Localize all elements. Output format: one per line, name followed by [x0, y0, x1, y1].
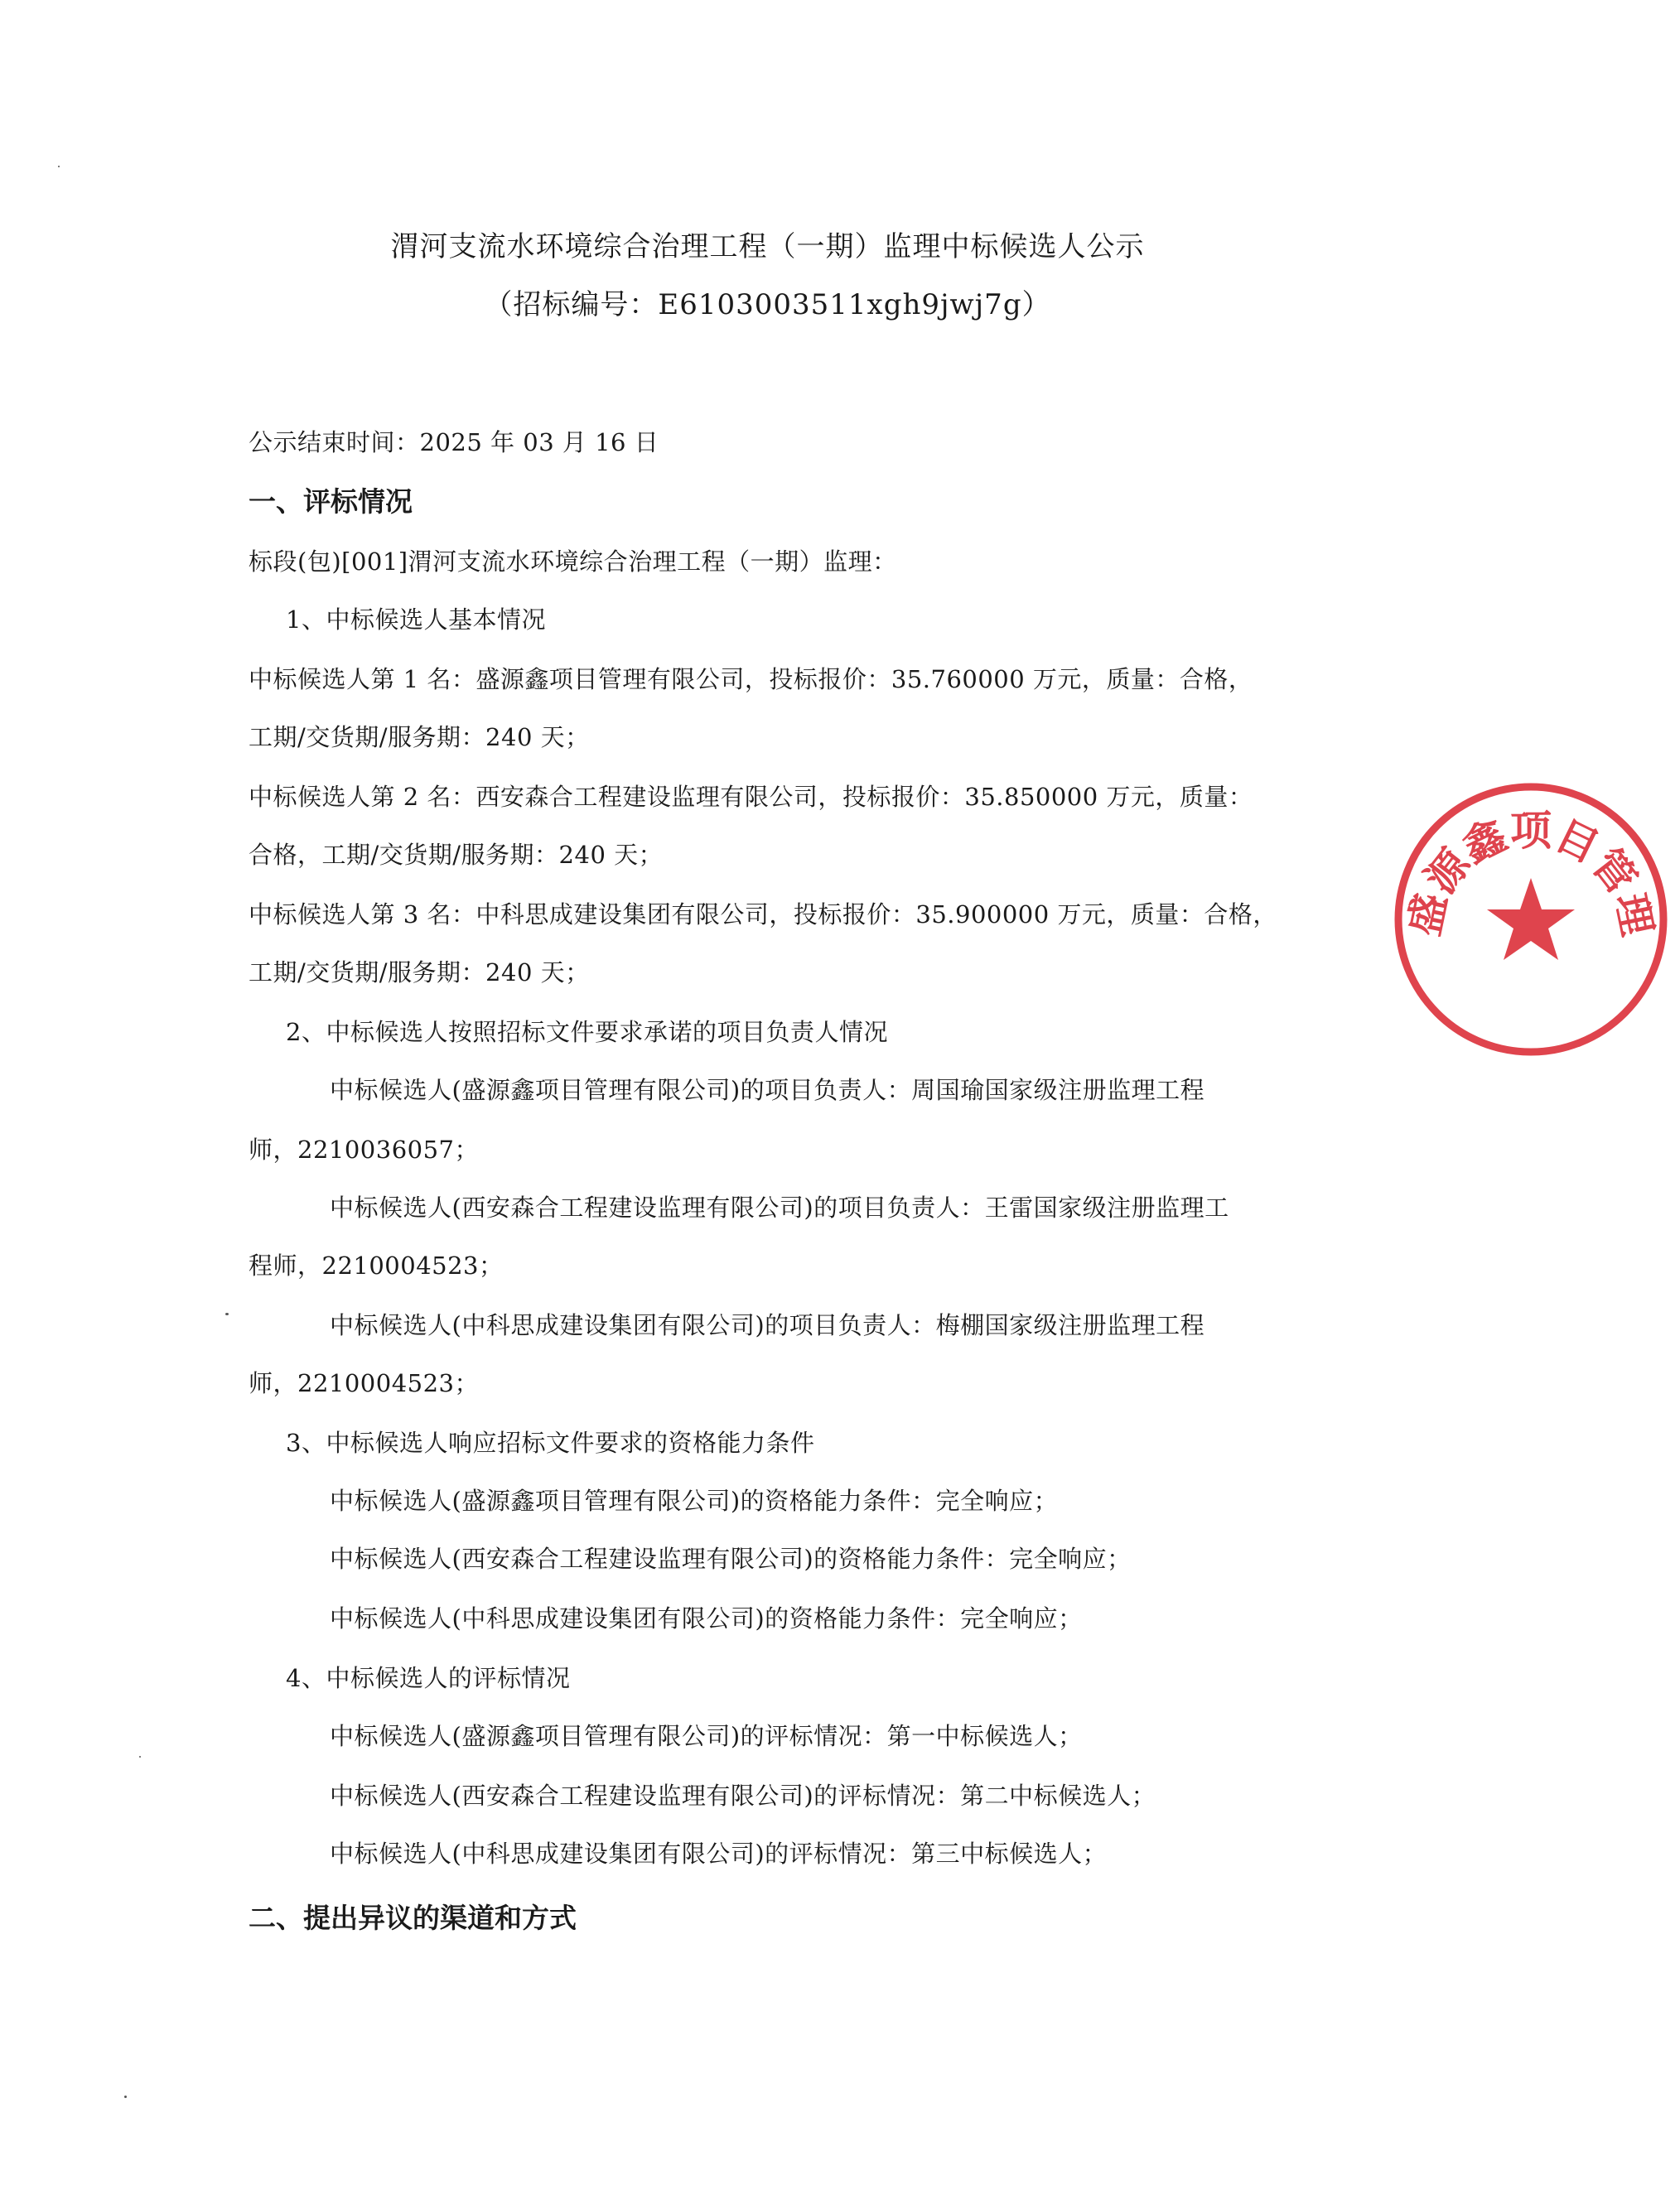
seal-text: 盛源鑫项目管理 [1400, 807, 1662, 940]
scan-speck [225, 1313, 229, 1315]
eval1: 中标候选人(盛源鑫项目管理有限公司)的评标情况：第一中标候选人； [330, 1722, 1083, 1750]
scan-speck [124, 2096, 127, 2098]
section1-heading: 一、评标情况 [249, 485, 413, 518]
pm2-line2: 程师，2210004523； [249, 1252, 504, 1280]
pm1-line1: 中标候选人(盛源鑫项目管理有限公司)的项目负责人：周国瑜国家级注册监理工程 [330, 1076, 1205, 1104]
candidate3-line1: 中标候选人第 3 名：中科思成建设集团有限公司，投标报价：35.900000 万元，质量：合格， [249, 900, 1277, 929]
pm3-line1: 中标候选人(中科思成建设集团有限公司)的项目负责人：梅棚国家级注册监理工程 [330, 1311, 1205, 1339]
document-title: 渭河支流水环境综合治理工程（一期）监理中标候选人公示 [390, 230, 1145, 263]
company-seal [1382, 770, 1680, 1068]
candidate2-line1: 中标候选人第 2 名：西安森合工程建设监理有限公司，投标报价：35.850000 万元，质量： [249, 783, 1253, 811]
candidate1-line1: 中标候选人第 1 名：盛源鑫项目管理有限公司，投标报价：35.760000 万元，质量：合格， [249, 665, 1253, 693]
section2-heading: 二、提出异议的渠道和方式 [249, 1902, 577, 1934]
candidate3-line2: 工期/交货期/服务期：240 天； [249, 958, 590, 986]
scan-speck [139, 1756, 141, 1758]
candidate2-line2: 合格，工期/交货期/服务期：240 天； [249, 841, 664, 869]
sub3-title: 3、中标候选人响应招标文件要求的资格能力条件 [286, 1429, 815, 1457]
sub1-title: 1、中标候选人基本情况 [286, 605, 546, 634]
candidate1-line2: 工期/交货期/服务期：240 天； [249, 723, 590, 751]
pm3-line2: 师，2210004523； [249, 1369, 480, 1397]
pm1-line2: 师，2210036057； [249, 1136, 480, 1164]
scan-speck [58, 166, 60, 167]
qual3: 中标候选人(中科思成建设集团有限公司)的资格能力条件：完全响应； [330, 1604, 1083, 1633]
eval3: 中标候选人(中科思成建设集团有限公司)的评标情况：第三中标候选人； [330, 1840, 1108, 1868]
pm2-line1: 中标候选人(西安森合工程建设监理有限公司)的项目负责人：王雷国家级注册监理工 [330, 1194, 1229, 1222]
end-time: 公示结束时间：2025 年 03 月 16 日 [249, 428, 659, 456]
eval2: 中标候选人(西安森合工程建设监理有限公司)的评标情况：第二中标候选人； [330, 1782, 1156, 1810]
seal-star-icon [1487, 878, 1575, 960]
bid-number: （招标编号：E6103003511xgh9jwj7g） [484, 288, 1051, 321]
sub4-title: 4、中标候选人的评标情况 [286, 1664, 571, 1692]
lot-line: 标段(包)[001]渭河支流水环境综合治理工程（一期）监理： [249, 547, 897, 576]
sub2-title: 2、中标候选人按照招标文件要求承诺的项目负责人情况 [286, 1018, 888, 1046]
qual1: 中标候选人(盛源鑫项目管理有限公司)的资格能力条件：完全响应； [330, 1487, 1059, 1515]
qual2: 中标候选人(西安森合工程建设监理有限公司)的资格能力条件：完全响应； [330, 1545, 1132, 1573]
